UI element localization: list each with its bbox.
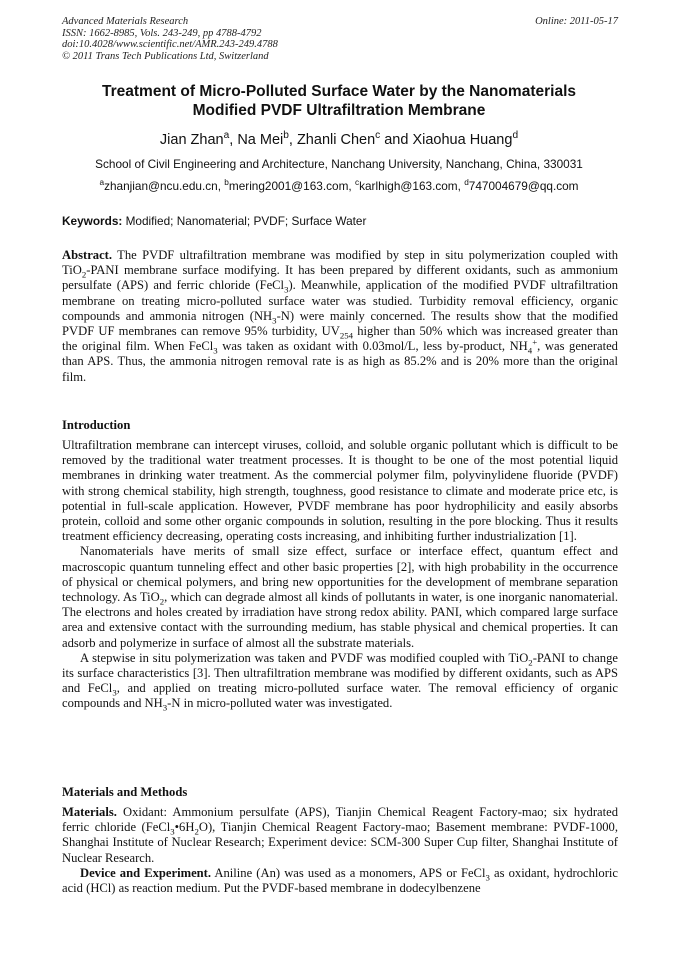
title-line-1: Treatment of Micro-Polluted Surface Water by the Nanomaterials	[102, 83, 576, 100]
introduction-section	[62, 438, 618, 712]
materials-text: Oxidant: Ammonium persulfate (APS), Tianjin Chemical Reagent Factory-mao; six hydrated ferric chloride $(FeCl_3•6H_2O)$, Tianjin Chemical Reagent Factory-mao; Basement membrane: PVDF-1000, Shanghai Institute of Nuclear Research; Experiment device: SCM-300 Super Cup filter, Shanghai Institute of Nuclear Research.	[62, 805, 618, 865]
email-address[interactable]: karlhigh@163.com	[359, 179, 458, 193]
author-name: Na Mei	[237, 132, 284, 148]
email-separator: ,	[348, 179, 355, 193]
device-paragraph	[62, 866, 618, 896]
author-list	[40, 131, 638, 149]
email-mark: d	[464, 178, 469, 188]
keywords-label: Keywords:	[62, 214, 123, 228]
introduction-heading: Introduction	[62, 418, 131, 432]
materials-paragraph	[62, 805, 618, 866]
paper-title	[40, 82, 638, 120]
email-separator: ,	[217, 179, 225, 193]
author-separator: and	[380, 132, 413, 148]
email-address[interactable]: zhanjian@ncu.edu.cn	[104, 179, 218, 193]
email-mark: a	[99, 178, 105, 188]
email-address[interactable]: 747004679@qq.com	[468, 179, 579, 193]
device-label: Device and Experiment.	[80, 865, 211, 880]
intro-paragraph-3: A stepwise in situ polymerization was taken and PVDF was modified coupled with TiO$_2$-PANI to change its surface characteristics [3]. Then ultrafiltration membrane was modified by different oxidants, such as APS and FeCl$_3$, and applied on treating micro-polluted surface water. The removal efficiency of organic compounds and $NH_3-N$ in micro-polluted water was investigated.	[62, 650, 619, 713]
intro-paragraph-1: Ultrafiltration membrane can intercept viruses, colloid, and soluble organic pollutant which is difficult to be removed by the traditional water treatment processes. It is thought to be one of the most potential liquid membranes in drinking water treatment. As the commercial polymer film, polyvinylidene fluoride (PVDF) with strong chemical stability, high strength, toughness, good resistance to climate and moderate price etc, is potential in full-scale application. However, PVDF membrane has poor hydrophilicity and easily absorbs protein, colloid and some other organic compounds in solution, resulting in the pore blocking. Thus it results treatment efficiency decreasing, operating costs increasing, and inhibiting further industrialization [1].	[62, 438, 618, 544]
author-name: Zhanli Chen	[296, 132, 376, 148]
abstract-text: The PVDF ultrafiltration membrane was modified by step in situ polymerization coupled with TiO$_2$-PANI membrane surface modifying. It has been prepared by different oxidants, such as ammonium persulfate (APS) and ferric chloride (FeCl$_3$). Meanwhile, application of the modified PVDF ultrafiltration membrane on treating micro-polluted surface water was studied. Turbidity removal efficiency, organic compounds and ammonia nitrogen $(NH_3-N)$ were mainly concerned. The results show that the modified PVDF UF membranes can remove 95% turbidity, $UV_{254}$ higher than 50% which was increased greater than the original film. When FeCl$_3$ was taken as oxidant with 0.03mol/L, less by-product, $NH_4^+$, was generated than APS. Thus, the ammonia nitrogen removal rate is as high as 85.2% and is 20% more than the original film.	[62, 248, 619, 384]
methods-section	[62, 805, 618, 896]
intro-paragraph-2: Nanomaterials have merits of small size effect, surface or interface effect, quantum effect and macroscopic quantum tunneling effect and other basic properties [2], with high probability in the occurrence of physical or chemical polymers, and bring new opportunities for the development of membrane separation technology. As TiO$_2$, which can degrade almost all kinds of pollutants in water, is one inorganic nanomaterial. The electrons and holes created by irradiation have strong redox ability. PANI, which compared large surface area and extensive contact with the surrounding medium, has stable physical and chemical properties. It can adsorb and polymerize in surface of almost all the substrate materials.	[62, 544, 618, 650]
affiliation: School of Civil Engineering and Architecture, Nanchang University, Nanchang, China, 330031	[95, 157, 583, 171]
author-separator: ,	[229, 132, 238, 148]
abstract-section	[62, 248, 618, 385]
title-line-2: Modified PVDF Ultrafiltration Membrane	[192, 102, 486, 119]
email-list	[40, 179, 638, 193]
materials-label: Materials.	[62, 805, 117, 819]
journal-name: Advanced Materials Research	[62, 16, 189, 27]
copyright-line: © 2011 Trans Tech Publications Ltd, Switzerland	[62, 50, 269, 62]
keywords-text: Modified; Nanomaterial; PVDF; Surface Water	[122, 214, 367, 228]
email-separator: ,	[457, 179, 465, 193]
author-mark: d	[512, 130, 519, 142]
author-name: Jian Zhan	[159, 132, 224, 148]
author-mark: a	[223, 130, 230, 142]
methods-heading: Materials and Methods	[62, 785, 188, 799]
device-text: Aniline (An) was used as a monomers, APS or FeCl$_3$ as oxidant, hydrochloric acid (HCl) as reaction medium. Put the PVDF-based membrane in dodecylbenzene	[62, 865, 618, 896]
issn-line: ISSN: 1662-8985, Vols. 243-249, pp 4788-4792	[62, 27, 262, 39]
online-date: Online: 2011-05-17	[535, 16, 618, 27]
author-mark: b	[283, 130, 289, 142]
author-separator: ,	[288, 132, 297, 148]
journal-header	[62, 16, 618, 62]
email-mark: c	[354, 178, 360, 188]
email-address[interactable]: mering2001@163.com	[228, 179, 349, 193]
abstract-label: Abstract.	[62, 248, 113, 262]
keywords	[62, 214, 618, 228]
author-mark: c	[375, 130, 381, 142]
doi-line: doi:10.4028/www.scientific.net/AMR.243-249.4788	[62, 39, 278, 51]
author-name: Xiaohua Huang	[412, 132, 513, 148]
email-mark: b	[224, 178, 229, 188]
